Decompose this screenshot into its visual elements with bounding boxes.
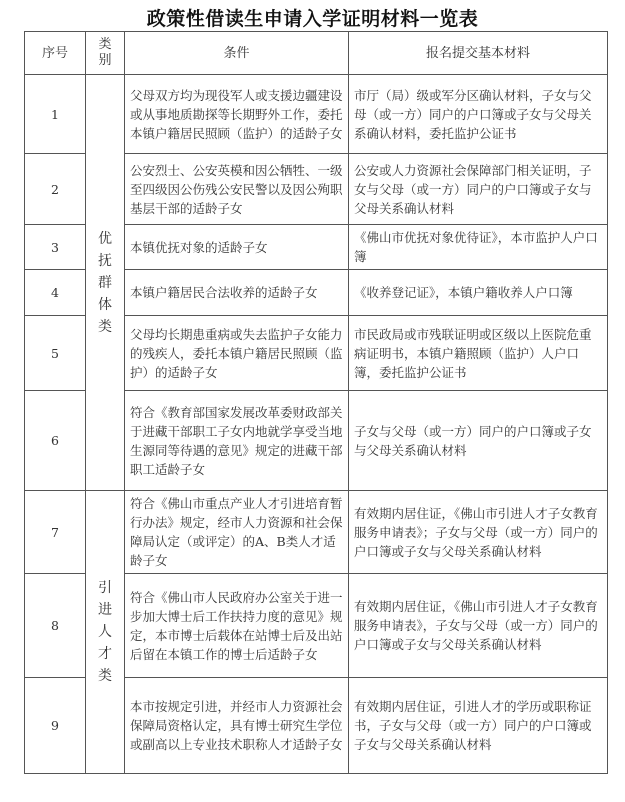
row-materials: 《收养登记证》，本镇户籍收养人户口簿: [349, 270, 608, 316]
header-num: 序号: [25, 32, 86, 75]
row-num: 9: [25, 678, 86, 774]
row-materials: 有效期内居住证，引进人才的学历或职称证书，子女与父母（或一方）同户的户口簿或子女与父母关系确认材料: [349, 678, 608, 774]
row-condition: 符合《佛山市重点产业人才引进培育暂行办法》规定，经市人力资源和社会保障局认定（或评定）的A、B类人才适龄子女: [125, 491, 349, 574]
row-materials: 《佛山市优抚对象优待证》，本市监护人户口簿: [349, 225, 608, 270]
category-youfu: 优抚群体类: [86, 75, 125, 491]
row-condition: 本镇户籍居民合法收养的适龄子女: [125, 270, 349, 316]
table-row: [25, 491, 608, 574]
row-num: 7: [25, 491, 86, 574]
row-num: 2: [25, 154, 86, 225]
table-header-row: [25, 32, 608, 75]
header-condition: 条件: [125, 32, 349, 75]
row-materials: 市厅（局）级或军分区确认材料，子女与父母（或一方）同户的户口簿或子女与父母关系确认材料，委托监护公证书: [349, 75, 608, 154]
document-title: 政策性借读生申请入学证明材料一览表: [146, 8, 479, 30]
row-condition: 本镇优抚对象的适龄子女: [125, 225, 349, 270]
materials-table: [24, 31, 608, 774]
row-condition: 符合《佛山市人民政府办公室关于进一步加大博士后工作扶持力度的意见》规定，本市博士后载体在站博士后及出站后留在本镇工作的博士后适龄子女: [125, 574, 349, 678]
header-category: 类别: [86, 32, 125, 75]
row-materials: 公安或人力资源社会保障部门相关证明，子女与父母（或一方）同户的户口簿或子女与父母关系确认材料: [349, 154, 608, 225]
row-num: 1: [25, 75, 86, 154]
row-materials: 有效期内居住证，《佛山市引进人才子女教育服务申请表》，子女与父母（或一方）同户的户口簿或子女与父母关系确认材料: [349, 574, 608, 678]
table-row: [25, 75, 608, 154]
row-num: 8: [25, 574, 86, 678]
row-condition: 本市按规定引进，并经市人力资源社会保障局资格认定，具有博士研究生学位或副高以上专业技术职称人才适龄子女: [125, 678, 349, 774]
row-condition: 父母双方均为现役军人或支援边疆建设或从事地质勘探等长期野外工作，委托本镇户籍居民照顾（监护）的适龄子女: [125, 75, 349, 154]
row-materials: 有效期内居住证，《佛山市引进人才子女教育服务申请表》；子女与父母（或一方）同户的户口簿或子女与父母关系确认材料: [349, 491, 608, 574]
row-num: 3: [25, 225, 86, 270]
row-materials: 子女与父母（或一方）同户的户口簿或子女与父母关系确认材料: [349, 391, 608, 491]
row-condition: 符合《教育部国家发展改革委财政部关于进藏干部职工子女内地就学享受当地生源同等待遇的意见》规定的进藏干部职工适龄子女: [125, 391, 349, 491]
row-condition: 公安烈士、公安英模和因公牺牲、一级至四级因公伤残公安民警以及因公殉职基层干部的适龄子女: [125, 154, 349, 225]
row-materials: 市民政局或市残联证明或区级以上医院危重病证明书，本镇户籍照顾（监护）人户口簿，委托监护公证书: [349, 316, 608, 391]
row-num: 4: [25, 270, 86, 316]
category-yinjin: 引进人才类: [86, 491, 125, 774]
header-materials: 报名提交基本材料: [349, 32, 608, 75]
row-num: 6: [25, 391, 86, 491]
row-num: 5: [25, 316, 86, 391]
row-condition: 父母均长期患重病或失去监护子女能力的残疾人，委托本镇户籍居民照顾（监护）的适龄子女: [125, 316, 349, 391]
